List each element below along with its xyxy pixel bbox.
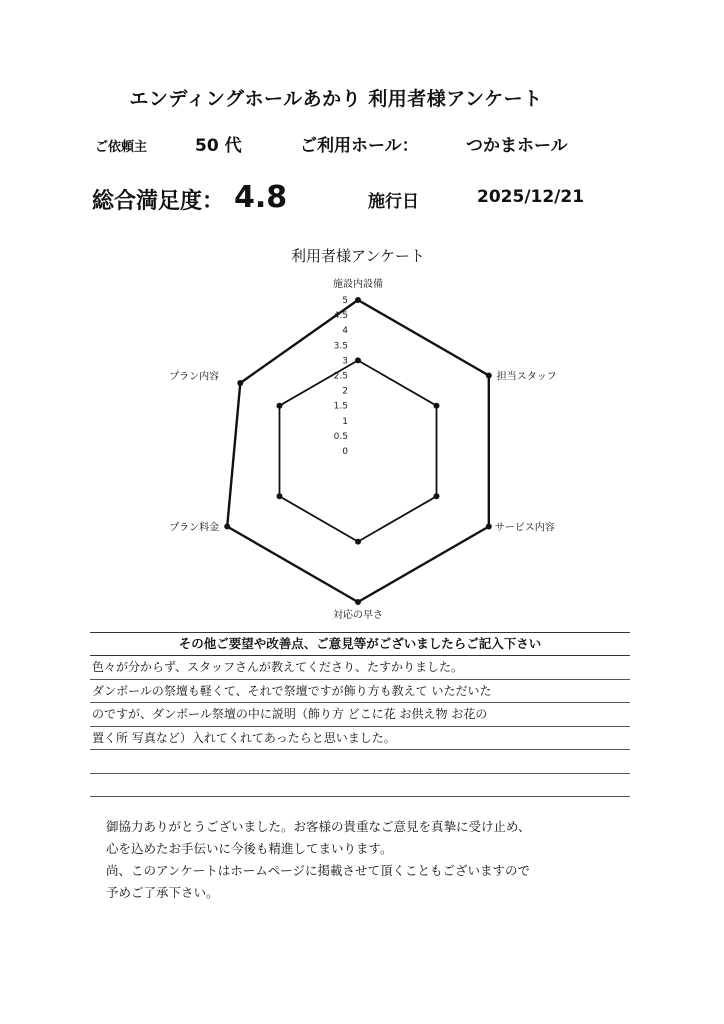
comment-section	[90, 632, 630, 797]
axis-label: サービス内容	[494, 522, 555, 534]
data-point	[355, 539, 361, 545]
comment-line	[90, 774, 630, 798]
axis-label: プラン料金	[169, 522, 220, 534]
data-point	[277, 493, 283, 499]
satisfaction-label: 総合満足度：	[92, 189, 225, 214]
requester-value: 50 代	[195, 136, 242, 156]
tick-label: 2	[342, 386, 348, 397]
footer-line: 尚、このアンケートはホームページに掲載させて頂くこともございますので	[106, 863, 531, 878]
footer-line: 予めご了承下さい。	[106, 885, 219, 900]
radar-chart	[150, 270, 590, 620]
axis-label: 対応の早さ	[333, 610, 383, 621]
tick-label: 0.5	[333, 431, 348, 442]
satisfaction-value: 4.8	[234, 180, 288, 215]
data-point	[277, 403, 283, 409]
requester-label: ご依頼主	[95, 140, 148, 155]
data-point	[224, 524, 230, 530]
footer-line: 心を込めたお手伝いに今後も精進してまいります。	[106, 841, 393, 856]
comment-line	[90, 750, 630, 774]
axis-label: 担当スタッフ	[496, 371, 557, 383]
axis-label: プラン内容	[169, 371, 220, 383]
tick-label: 1	[342, 416, 348, 427]
comment-heading: その他ご要望や改善点、ご意見等がございましたらご記入下さい	[90, 632, 630, 656]
data-point	[355, 599, 361, 605]
comment-line: 置く所 写真など）入れてくれてあったらと思いました。	[90, 727, 630, 751]
data-point	[355, 357, 361, 363]
footer-line: 御協力ありがとうございました。お客様の貴重なご意見を真摯に受け止め、	[106, 819, 531, 834]
tick-label: 3.5	[333, 341, 348, 352]
data-point	[434, 403, 440, 409]
tick-label: 0	[342, 447, 348, 457]
tick-label: 1.5	[333, 401, 348, 412]
comment-line: 色々が分からず、スタッフさんが教えてくださり、たすかりました。	[90, 656, 630, 680]
series-line	[227, 300, 489, 602]
hall-label: ご利用ホール：	[300, 136, 419, 156]
data-point	[355, 297, 361, 303]
comment-line: のですが、ダンボール祭壇の中に説明（飾り方 どこに花 お供え物 お花の	[90, 703, 630, 727]
axis-label: 施設内設備	[333, 279, 383, 290]
data-point	[486, 524, 492, 530]
tick-label: 4.5	[333, 311, 348, 322]
footer-note	[106, 816, 606, 904]
hall-value: つかまホール	[466, 136, 568, 156]
data-point	[237, 380, 243, 386]
document-title: エンディングホールあかり 利用者様アンケート	[129, 88, 543, 110]
chart-title: 利用者様アンケート	[290, 247, 426, 265]
data-point	[486, 373, 492, 379]
tick-label: 2.5	[333, 371, 348, 382]
tick-label: 5	[342, 296, 348, 306]
comment-line: ダンボールの祭壇も軽くて、それで祭壇ですが飾り方も教えて いただいた	[90, 680, 630, 704]
date-value: 2025/12/21	[477, 187, 585, 207]
data-point	[434, 493, 440, 499]
series-line	[280, 360, 437, 541]
tick-label: 4	[342, 326, 348, 337]
tick-label: 3	[342, 356, 348, 367]
date-label: 施行日	[368, 192, 419, 212]
